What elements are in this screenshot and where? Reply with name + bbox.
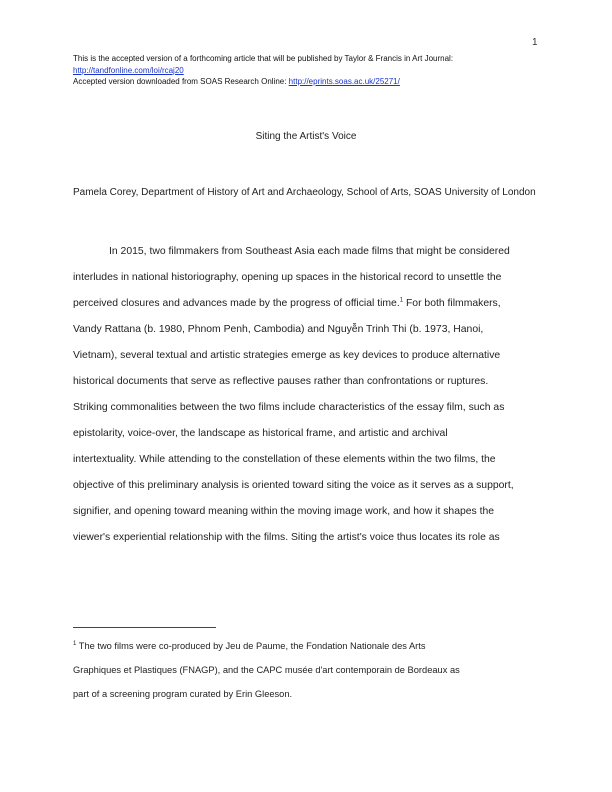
article-title: Siting the Artist's Voice [255, 131, 357, 142]
footnote-line: part of a screening program curated by Erin Gleeson. [73, 689, 293, 699]
body-line: Vandy Rattana (b. 1980, Phnom Penh, Cambodia) and Nguyễn Trinh Thi (b. 1973, Hanoi, [73, 324, 484, 335]
eprints-link[interactable]: http://eprints.soas.ac.uk/25271/ [288, 77, 400, 86]
body-line: intertextuality. While attending to the constellation of these elements within the two films, the [73, 454, 496, 465]
publication-notice [73, 53, 543, 88]
body-line: historical documents that serve as reflective pauses rather than confrontations or ruptures. [73, 376, 489, 387]
notice-line-1: This is the accepted version of a forthcoming article that will be published by Taylor & Francis in Art Journal: [73, 54, 454, 63]
body-line: In 2015, two filmmakers from Southeast Asia each made films that might be considered [109, 246, 510, 257]
body-line [73, 291, 541, 317]
body-paragraph [73, 239, 541, 551]
body-line-part: For both filmmakers, [403, 298, 501, 309]
body-line: epistolarity, voice-over, the landscape as historical frame, and artistic and archival [73, 428, 448, 439]
body-line: Striking commonalities between the two films include characteristics of the essay film, such as [73, 402, 505, 413]
footnote-line [73, 634, 541, 658]
body-line-part: perceived closures and advances made by the progress of official time. [73, 298, 400, 309]
body-line: interludes in national historiography, opening up spaces in the historical record to unsettle the [73, 272, 502, 283]
body-line: signifier, and opening toward meaning within the moving image work, and how it shapes the [73, 506, 495, 517]
footnote-reference[interactable]: 1 [399, 297, 404, 304]
footnote-separator [73, 627, 216, 628]
journal-link[interactable]: http://tandfonline.com/loi/rcaj20 [73, 65, 184, 75]
footnote-mark: 1 [73, 640, 77, 647]
body-line: viewer's experiential relationship with the films. Siting the artist's voice thus locates its role as [73, 532, 500, 543]
page-number: 1 [532, 37, 538, 48]
notice-line-2: Accepted version downloaded from SOAS Research Online: [73, 77, 289, 86]
body-line: objective of this preliminary analysis is oriented toward siting the voice as it serves as a support, [73, 480, 514, 491]
footnote [73, 634, 541, 706]
author-affiliation: Pamela Corey, Department of History of Art and Archaeology, School of Arts, SOAS University of London [73, 187, 536, 198]
body-line: Vietnam), several textual and artistic strategies emerge as key devices to produce alternative [73, 350, 501, 361]
footnote-line: Graphiques et Plastiques (FNAGP), and the CAPC musée d'art contemporain de Bordeaux as [73, 665, 460, 675]
footnote-text: The two films were co-produced by Jeu de Paume, the Fondation Nationale des Arts [76, 641, 426, 651]
